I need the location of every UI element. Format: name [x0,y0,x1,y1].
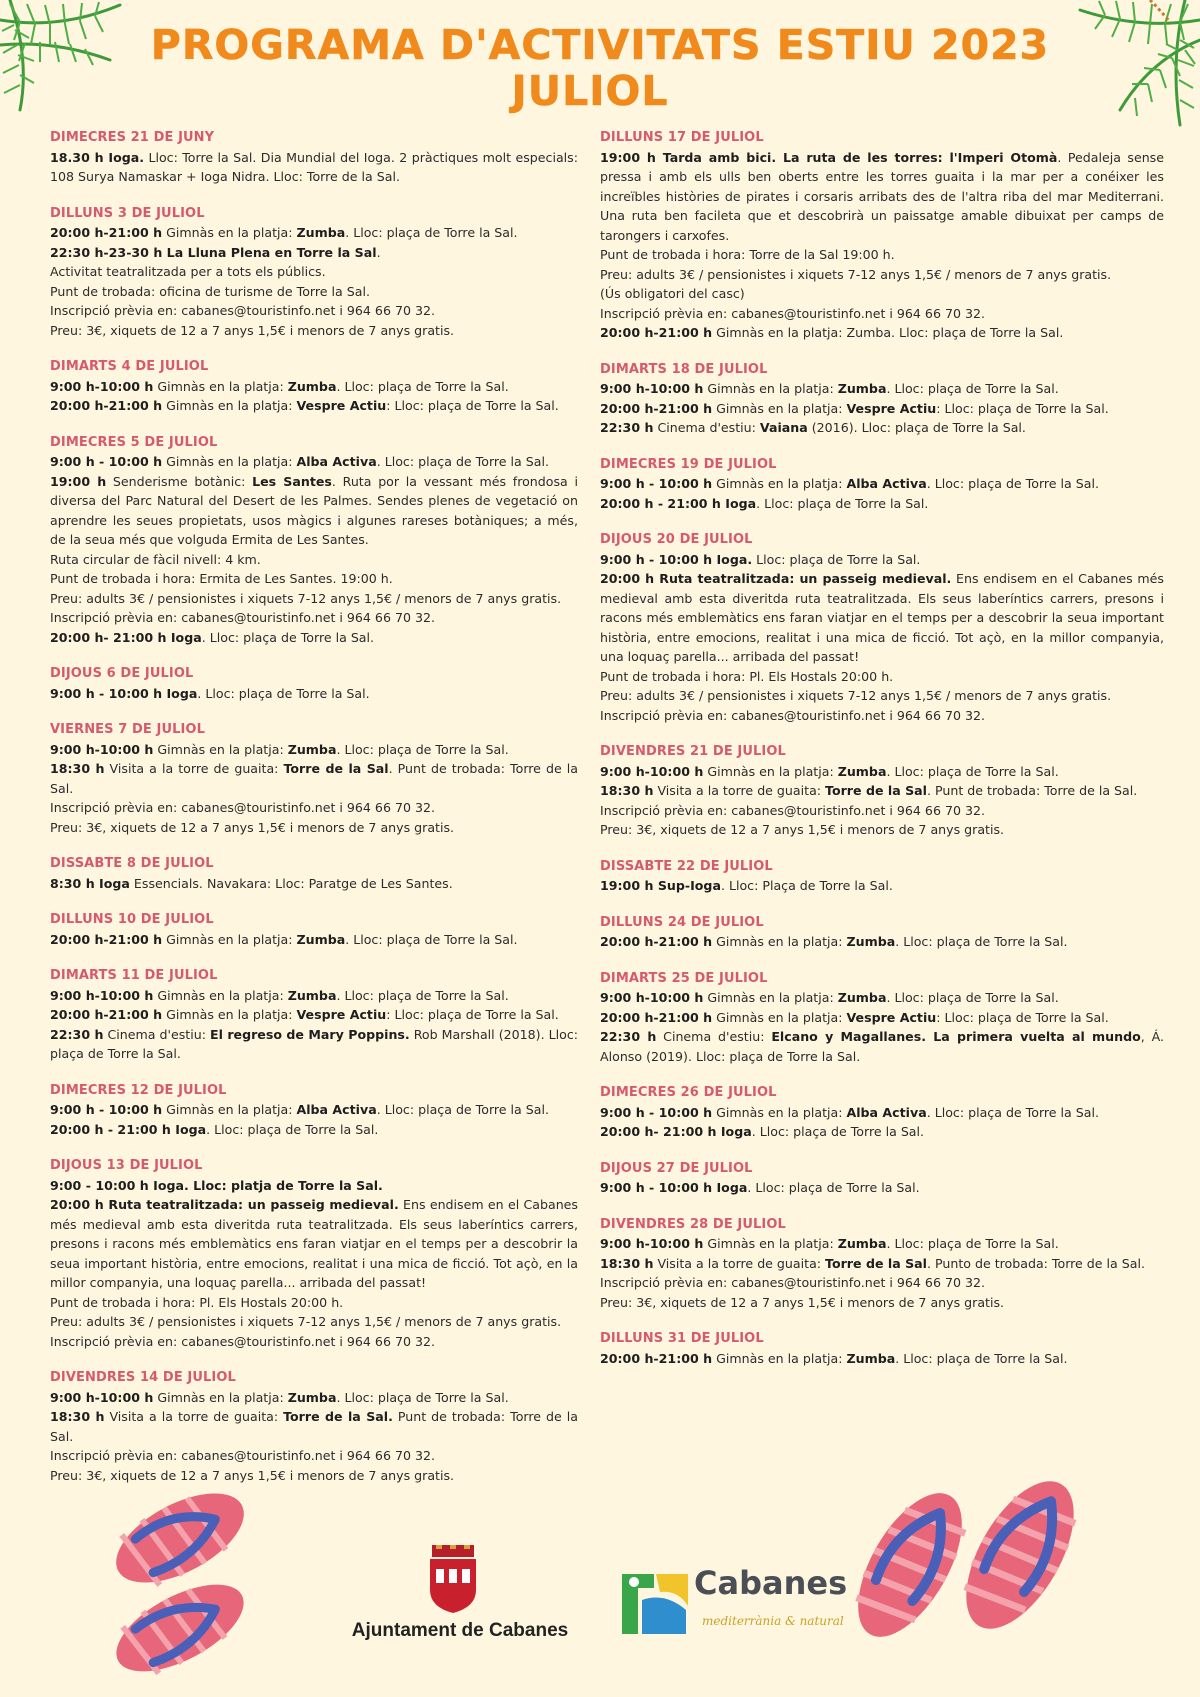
activity-highlight: Alba Activa [846,476,927,491]
activity-text: . Lloc: plaça de Torre la Sal. [886,990,1059,1005]
activity-highlight: 9:00 h - 10:00 h [600,476,713,491]
activity-line [600,399,1164,419]
activity-line [50,1407,578,1446]
activity-highlight: Torre de la Sal. [283,1409,393,1424]
activity-line [600,245,1164,265]
activity-line [600,762,1164,782]
activity-highlight: 20:00 h-21:00 h [50,931,163,947]
activity-highlight: Les Santes [252,473,332,489]
day-heading: DIJOUS 27 DE JULIOL [600,1160,753,1176]
page-title: PROGRAMA D'ACTIVITATS ESTIU 2023 [150,21,1050,69]
activity-highlight: 9:00 h - 10:00 h Ioga [600,1180,748,1195]
day-block [600,857,1164,896]
activity-text: Inscripció prèvia en: cabanes@touristinfo.net i 964 66 70 32. [50,1333,436,1349]
activity-line [50,740,578,760]
activity-line [50,301,578,321]
activity-highlight: 18.30 h Ioga. [50,149,145,165]
activity-text: Inscripció prèvia en: cabanes@touristinfo.net i 964 66 70 32. [50,303,436,318]
activity-highlight: 9:00 - 10:00 h Ioga. Lloc: platja de Torre la Sal. [50,1177,383,1193]
activity-highlight: 19:00 h Tarda amb bici. La ruta de les torres: l'Imperi Otomà [600,149,1058,165]
activity-text: Preu: adults 3€ / pensionistes i xiquets 7-12 anys 1,5€ / menors de 7 anys gratis. [50,1314,562,1329]
activity-highlight: 20:00 h - 21:00 h Ioga [50,1121,207,1137]
activity-line [600,265,1164,285]
activity-text: . Lloc: plaça de Torre la Sal. [376,454,549,469]
activity-line [50,589,578,609]
day-block [600,1083,1164,1142]
activity-text: Gimnàs en la platja: [703,1236,838,1251]
activity-text: . Lloc: plaça de Torre la Sal. [895,934,1068,949]
activity-text: Inscripció prèvia en: cabanes@touristinfo.net i 964 66 70 32. [600,707,986,723]
activity-highlight: 22:30 h [600,420,654,435]
activity-line [600,1178,1164,1198]
activity-text: . Lloc: plaça de Torre la Sal. [197,685,370,701]
activity-text: . Punt de trobada: Torre de la Sal. [926,783,1138,798]
activity-text: . Lloc: plaça de Torre la Sal. [886,381,1059,396]
flip-flops-icon [100,1478,260,1678]
activity-text: . Pedaleja sense pressa i amb els ulls ben oberts entre les torres guaita i la mar per a conéixer les increïbles històries de pirates i corsaris arribats des de l'altra riba del mar Mediterrani. Una ruta ben facileta que et descobrirà un paissatge amable dibuixat per camps de tarongers i carxofes. [600,149,1164,243]
activity-highlight: 9:00 h-10:00 h [50,987,154,1003]
activity-highlight: Zumba [287,378,337,394]
activity-text: Gimnàs en la platja: [712,1104,847,1120]
activity-text: . Lloc: plaça de Torre la Sal. [345,225,518,240]
day-block [600,913,1164,952]
activity-text: : Lloc: plaça de Torre la Sal. [386,1007,559,1022]
activity-highlight: 18:30 h [50,761,105,776]
activity-text: . Lloc: plaça de Torre la Sal. [886,1236,1059,1251]
activity-text: . Punto de trobada: Torre de la Sal. [926,1255,1145,1271]
activity-line [600,323,1164,343]
activity-highlight: Zumba [846,1350,896,1366]
day-heading: DIJOUS 6 DE JULIOL [50,666,194,681]
activity-text: Inscripció prèvia en: cabanes@touristinfo.net i 964 66 70 32. [600,305,986,321]
day-heading: DISSABTE 22 DE JULIOL [600,858,773,874]
activity-text: Visita a la torre de guaita: [653,783,826,798]
activity-line [50,223,578,243]
activity-line [600,569,1164,667]
coat-of-arms-icon [428,1545,478,1615]
activity-line [50,1025,578,1064]
activity-highlight: 9:00 h-10:00 h [50,378,154,394]
day-heading: DIMECRES 12 DE JULIOL [50,1082,227,1098]
activity-highlight: 19:00 h Sup-Ioga [600,878,721,893]
activity-line [50,1120,578,1140]
activity-text: Cinema d'estiu: [103,1026,210,1042]
day-heading: DIMECRES 19 DE JULIOL [600,456,777,472]
activity-text: Inscripció prèvia en: cabanes@touristinfo.net i 964 66 70 32. [50,1448,436,1463]
activity-line [600,801,1164,821]
activity-line [600,550,1164,570]
activity-text: . Punt de trobada: Torre de la Sal. [50,761,578,796]
activity-text: : Lloc: plaça de Torre la Sal. [386,398,559,413]
activity-highlight: Torre de la Sal [825,783,927,798]
activity-line [600,1103,1164,1123]
activity-highlight: 20:00 h-21:00 h [600,325,713,340]
day-heading: DIVENDRES 28 DE JULIOL [600,1216,786,1232]
activity-text: Gimnàs en la platja: [162,454,297,469]
day-block [600,742,1164,840]
activity-line [600,148,1164,246]
activity-text: : Lloc: plaça de Torre la Sal. [936,1009,1109,1025]
activity-highlight: 20:00 h-21:00 h [600,934,713,949]
activity-highlight: 20:00 h Ruta teatralitzada: un passeig medieval. [50,1197,399,1212]
activity-text: Visita a la torre de guaita: [104,1409,284,1424]
activity-highlight: 20:00 h- 21:00 h Ioga [50,629,202,645]
activity-text: Inscripció prèvia en: cabanes@touristinfo.net i 964 66 70 32. [50,610,436,625]
activity-text: Gimnàs en la platja: [703,990,838,1005]
activity-highlight: 20:00 h - 21:00 h Ioga [600,495,757,511]
activity-text: Activitat teatralitzada per a tots els públics. [50,264,326,279]
day-heading: DIMARTS 4 DE JULIOL [50,359,209,374]
activity-line [50,243,578,263]
activity-line [600,1027,1164,1066]
activity-highlight: Vespre Actiu [846,1009,937,1025]
activity-text: . Lloc: plaça de Torre la Sal. [201,629,375,645]
activity-highlight: Zumba [846,934,896,949]
activity-line [50,684,578,704]
activity-line [50,262,578,282]
activity-highlight: 9:00 h - 10:00 h [50,1102,163,1117]
activity-line [50,377,578,397]
activity-highlight: 9:00 h-10:00 h [600,381,704,396]
activity-line [600,686,1164,706]
activity-line [50,608,578,628]
activity-text: Gimnàs en la platja: [162,1102,297,1117]
activity-text: Gimnàs en la platja: [153,1389,288,1405]
activity-line [50,472,578,550]
activity-line [50,148,578,187]
activity-text: . Lloc: plaça de Torre la Sal. [756,495,929,511]
activity-highlight: 22:30 h [600,1029,657,1044]
day-heading: DILLUNS 31 DE JULIOL [600,1331,764,1346]
activity-line [50,874,578,894]
day-block [50,854,578,893]
activity-line [50,282,578,302]
activity-text: Visita a la torre de guaita: [104,761,284,776]
activity-text: Gimnàs en la platja: [162,398,297,413]
activity-text: Preu: 3€, xiquets de 12 a 7 anys 1,5€ i menors de 7 anys gratis. [600,822,1005,837]
activity-highlight: Vespre Actiu [846,400,937,416]
activity-text: . Lloc: plaça de Torre la Sal. [336,987,509,1003]
activity-line [600,1293,1164,1313]
activity-highlight: 9:00 h-10:00 h [600,990,704,1005]
activity-highlight: Alba Activa [846,1104,927,1120]
cabanes-brand-name: Cabanes [694,1564,848,1602]
activity-line [50,1176,578,1196]
day-block [50,664,578,703]
activity-line [50,1005,578,1025]
activity-highlight: 9:00 h - 10:00 h [50,454,163,469]
activity-text: . Lloc: plaça de Torre la Sal. [886,763,1059,779]
activity-highlight: 20:00 h-21:00 h [50,398,163,413]
day-heading: DIJOUS 20 DE JULIOL [600,532,753,547]
activity-highlight: El regreso de Mary Poppins. [210,1026,410,1042]
activity-line [600,379,1164,399]
activity-text: Cinema d'estiu: [653,420,760,435]
activity-line [50,550,578,570]
activity-highlight: Torre de la Sal [825,1255,927,1271]
activity-highlight: Zumba [837,990,887,1005]
activity-text: Preu: adults 3€ / pensionistes i xiquets 7-12 anys 1,5€ / menors de 7 anys gratis. [600,688,1112,703]
activity-highlight: 9:00 h-10:00 h [600,1236,704,1251]
activity-line [600,1254,1164,1274]
day-heading: DIJOUS 13 DE JULIOL [50,1158,203,1173]
day-block [50,433,578,648]
day-block [50,910,578,949]
activity-highlight: Zumba [296,931,346,947]
activity-highlight: Elcano y Magallanes. La primera vuelta al mundo [771,1029,1141,1044]
activity-line [600,1349,1164,1369]
activity-text: Preu: adults 3€ / pensionistes i xiquets 7-12 anys 1,5€ / menors de 7 anys gratis. [600,266,1112,282]
activity-line [50,1100,578,1120]
activity-highlight: Alba Activa [296,1102,377,1117]
activity-highlight: 19:00 h [50,473,107,489]
activity-line [50,798,578,818]
activity-text: Preu: 3€, xiquets de 12 a 7 anys 1,5€ i menors de 7 anys gratis. [50,819,455,835]
activity-line [600,284,1164,304]
day-heading: DIMECRES 5 DE JULIOL [50,434,218,450]
day-heading: DIVENDRES 21 DE JULIOL [600,744,786,759]
activity-highlight: 20:00 h-21:00 h [600,1009,713,1025]
day-block [600,1329,1164,1368]
activity-text: . Lloc: plaça de Torre la Sal. [895,1350,1068,1366]
activity-line [50,1332,578,1352]
activity-text: Punt de trobada i hora: Ermita de Les Santes. 19:00 h. [50,571,393,586]
day-block [600,1215,1164,1313]
activity-text: Inscripció prèvia en: cabanes@touristinfo.net i 964 66 70 32. [600,802,986,818]
day-block [600,969,1164,1067]
activity-text: Ens endisem en el Cabanes més medieval amb esta diveritda ruta teatralitzada. Els seus laberíntics carrers, presons i racons més emblemàtics ens faran viatjar en el temps per a descobrir la seua important història, entre emocions, realitat i una mica de ficció. Tot açò, en la millor companyia, una loquaç parella... arribada del passat! [600,571,1164,664]
day-block [50,966,578,1064]
activity-text: Visita a la torre de guaita: [653,1255,826,1271]
day-block [50,204,578,341]
ajuntament-label: Ajuntament de Cabanes [351,1620,569,1641]
activity-highlight: 18:30 h [600,783,654,798]
activity-highlight: Zumba [837,381,887,396]
activity-line [600,304,1164,324]
activity-line [600,932,1164,952]
activity-text: . Lloc: plaça de Torre la Sal. [926,476,1099,491]
activity-text: Gimnàs en la platja: [162,225,297,240]
activity-line [50,1388,578,1408]
activity-text: (Ús obligatori del casc) [600,286,745,301]
activity-line [600,1234,1164,1254]
day-block [50,1156,578,1351]
activity-text: Essencials. Navakara: Lloc: Paratge de Les Santes. [129,875,453,891]
activity-line [50,1195,578,1293]
activity-highlight: Zumba [287,1389,337,1405]
activity-highlight: 22:30 h [50,1026,104,1042]
activity-text: (2016). Lloc: plaça de Torre la Sal. [807,420,1026,435]
cabanes-tagline: mediterrània & natural [702,1614,844,1628]
activity-highlight: 9:00 h - 10:00 h Ioga [50,685,198,701]
activity-line [50,396,578,416]
activity-highlight: Alba Activa [296,454,377,469]
day-block [600,455,1164,514]
day-heading: DIMARTS 18 DE JULIOL [600,361,768,377]
activity-text: Punt de trobada i hora: Pl. Els Hostals 20:00 h. [600,668,894,684]
day-block [50,357,578,416]
activity-text: Preu: 3€, xiquets de 12 a 7 anys 1,5€ i menors de 7 anys gratis. [600,1294,1005,1310]
activity-highlight: 9:00 h - 10:00 h Ioga. [600,551,753,567]
activity-line [600,667,1164,687]
activity-highlight: Vespre Actiu [296,398,387,413]
activity-text: . Lloc: plaça de Torre la Sal. [336,1389,509,1405]
activity-text: Ruta circular de fàcil nivell: 4 km. [50,551,261,567]
activity-text: Gimnàs en la platja: [703,763,838,779]
activity-highlight: 8:30 h Ioga [50,875,130,891]
activity-line [600,988,1164,1008]
activity-line [600,494,1164,514]
activity-line [600,781,1164,801]
activity-text: Rob Marshall (2018). Lloc: plaça de Torre la Sal. [50,1026,579,1061]
activity-line [600,474,1164,494]
day-block [600,1159,1164,1198]
activity-line [600,1273,1164,1293]
activity-text: . Lloc: plaça de Torre la Sal. [926,1104,1099,1120]
day-heading: DIMARTS 25 DE JULIOL [600,970,768,986]
activity-text: Punt de trobada: Torre de la Sal. [50,1409,578,1444]
activity-highlight: 9:00 h-10:00 h [600,763,704,779]
day-heading: DIMECRES 26 DE JULIOL [600,1085,777,1100]
activity-text: . Lloc: plaça de Torre la Sal. [345,931,518,947]
day-heading: DIMECRES 21 DE JUNY [50,130,215,145]
schedule-column-right [600,128,1164,1385]
activity-text: Preu: adults 3€ / pensionistes i xiquets 7-12 anys 1,5€ / menors de 7 anys gratis. [50,590,562,606]
activity-highlight: 9:00 h-10:00 h [50,741,154,757]
activity-text: . Lloc: plaça de Torre la Sal. [747,1180,920,1195]
activity-line [50,321,578,341]
activity-text: Gimnàs en la platja: [153,378,288,394]
cabanes-logo-icon [620,1570,690,1638]
day-heading: DIVENDRES 14 DE JULIOL [50,1370,236,1385]
page-subtitle-month: JULIOL [511,67,669,115]
activity-text: Gimnàs en la platja: [712,934,847,949]
activity-highlight: 9:00 h-10:00 h [50,1389,154,1405]
activity-line [600,876,1164,896]
activity-highlight: 9:00 h - 10:00 h [600,1104,713,1120]
activity-highlight: Zumba [296,225,346,240]
day-heading: DILLUNS 10 DE JULIOL [50,912,214,927]
day-block [600,128,1164,343]
activity-text: . [376,244,381,260]
day-block [50,128,578,187]
activity-text: . Lloc: plaça de Torre la Sal. [336,741,509,757]
activity-highlight: Zumba [287,741,337,757]
activity-highlight: 18:30 h [50,1409,105,1424]
activity-line [50,1312,578,1332]
activity-line [50,986,578,1006]
day-block [600,530,1164,725]
activity-text: . Lloc: Plaça de Torre la Sal. [720,878,893,893]
activity-text: . Lloc: plaça de Torre la Sal. [336,378,509,394]
activity-text: Lloc: plaça de Torre la Sal. [752,551,921,567]
activity-text: Lloc: Torre la Sal. Dia Mundial del Ioga. 2 pràctiques molt especials: 108 Surya Namaskar + Ioga Nidra. Lloc: Torre de la Sal. [50,149,578,184]
schedule-column-left [50,128,578,1502]
activity-highlight: 20:00 h-21:00 h [600,400,713,416]
day-heading: DILLUNS 3 DE JULIOL [50,205,205,221]
activity-text: Ens endisem en el Cabanes més medieval amb esta diveritda ruta teatralitzada. Els seus laberíntics carrers, presons i racons més emblemàtics ens faran viatjar en el temps per a descobrir la seua important història, entre emocions, realitat i una mica de ficció. Tot açò, en la millor companyia, una loquaç parella... arribada del passat! [50,1197,578,1290]
activity-line [600,418,1164,438]
day-heading: VIERNES 7 DE JULIOL [50,722,205,737]
activity-highlight: 22:30 h-23-30 h La Lluna Plena en Torre la Sal [50,244,377,260]
flip-flops-icon [850,1465,1090,1655]
activity-text: Gimnàs en la platja: [712,1350,847,1366]
activity-highlight: 20:00 h-21:00 h [50,1007,163,1022]
activity-highlight: Zumba [837,1236,887,1251]
day-heading: DILLUNS 17 DE JULIOL [600,130,764,145]
activity-line [50,759,578,798]
activity-text: Inscripció prèvia en: cabanes@touristinfo.net i 964 66 70 32. [600,1275,986,1290]
activity-text: Punt de trobada: oficina de turisme de Torre la Sal. [50,283,370,299]
activity-highlight: Torre de la Sal [283,761,389,776]
activity-text: Gimnàs en la platja: Zumba. Lloc: plaça de Torre la Sal. [712,325,1064,340]
activity-line [50,930,578,950]
activity-text: . Lloc: plaça de Torre la Sal. [751,1124,925,1139]
activity-text: Gimnàs en la platja: [712,400,847,416]
activity-highlight: Vespre Actiu [296,1007,387,1022]
activity-highlight: Zumba [287,987,337,1003]
activity-text: Gimnàs en la platja: [162,1007,297,1022]
activity-line [600,820,1164,840]
activity-text: Preu: 3€, xiquets de 12 a 7 anys 1,5€ i menors de 7 anys gratis. [50,322,455,338]
activity-text: . Lloc: plaça de Torre la Sal. [206,1121,379,1137]
activity-text: Punt de trobada i hora: Torre de la Sal 19:00 h. [600,247,895,262]
activity-text: : Lloc: plaça de Torre la Sal. [936,400,1109,416]
activity-text: Cinema d'estiu: [656,1029,772,1044]
activity-line [50,818,578,838]
day-block [50,720,578,837]
activity-text: Gimnàs en la platja: [153,987,288,1003]
page-header [0,22,1200,114]
activity-highlight: 20:00 h-21:00 h [50,225,163,240]
activity-text: Gimnàs en la platja: [712,476,847,491]
day-block [50,1081,578,1140]
activity-highlight: 20:00 h Ruta teatralitzada: un passeig medieval. [600,571,952,586]
activity-line [600,1122,1164,1142]
activity-text: Senderisme botànic: [106,473,253,489]
activity-line [50,452,578,472]
day-heading: DIMARTS 11 DE JULIOL [50,968,218,983]
activity-text: Preu: 3€, xiquets de 12 a 7 anys 1,5€ i menors de 7 anys gratis. [50,1467,455,1483]
activity-line [600,1008,1164,1028]
activity-highlight: 18:30 h [600,1255,654,1271]
activity-highlight: 20:00 h- 21:00 h Ioga [600,1124,752,1139]
activity-line [50,569,578,589]
activity-text: Gimnàs en la platja: [712,1009,847,1025]
day-heading: DILLUNS 24 DE JULIOL [600,914,764,930]
activity-text: , Á. Alonso (2019). Lloc: plaça de Torre la Sal. [600,1029,1164,1064]
activity-text: Gimnàs en la platja: [153,741,288,757]
activity-line [50,628,578,648]
activity-line [50,1293,578,1313]
activity-text: Gimnàs en la platja: [162,931,297,947]
activity-line [50,1446,578,1466]
day-block [50,1368,578,1485]
activity-highlight: Vaiana [759,420,808,435]
day-heading: DISSABTE 8 DE JULIOL [50,856,214,871]
activity-highlight: 20:00 h-21:00 h [600,1350,713,1366]
activity-text: Gimnàs en la platja: [703,381,838,396]
activity-text: . Ruta por la vessant més frondosa i diversa del Parc Natural del Desert de les Palmes. Sendes plenes de vegetació on aprendre les seues propietats, usos màgics i algunes rareses botàniques; a més, de la seua més que volguda Ermita de Les Santes. [50,473,578,547]
activity-text: . Lloc: plaça de Torre la Sal. [376,1102,549,1117]
activity-line [600,706,1164,726]
activity-highlight: Zumba [837,763,887,779]
activity-text: Punt de trobada i hora: Pl. Els Hostals 20:00 h. [50,1294,344,1310]
day-block [600,360,1164,438]
activity-text: Inscripció prèvia en: cabanes@touristinfo.net i 964 66 70 32. [50,800,436,815]
